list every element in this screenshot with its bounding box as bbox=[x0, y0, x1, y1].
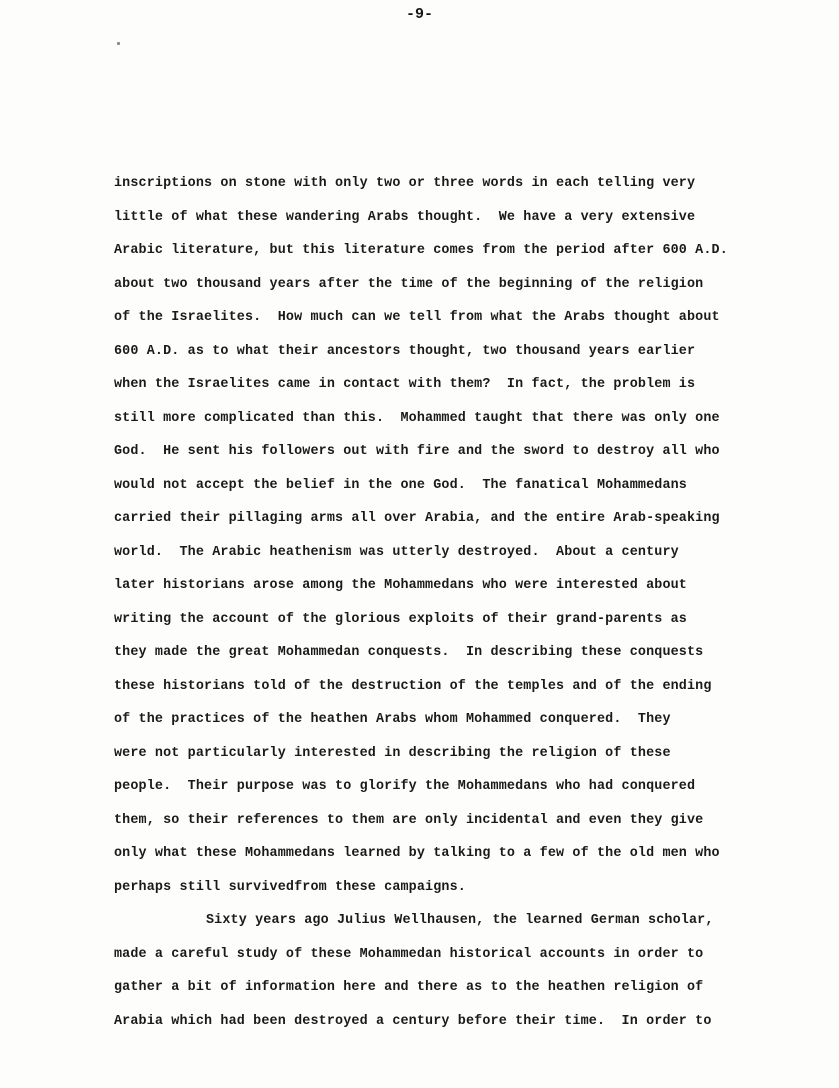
text-line: gather a bit of information here and there as to the heathen religion of bbox=[114, 980, 704, 995]
text-line: world. The Arabic heathenism was utterly destroyed. About a century bbox=[114, 544, 679, 560]
text-line: 600 A.D. as to what their ancestors thought, two thousand years earlier bbox=[114, 343, 696, 359]
text-line: of the practices of the heathen Arabs whom Mohammed conquered. They bbox=[114, 712, 671, 727]
page-number: -9- bbox=[405, 6, 433, 23]
ink-speck bbox=[117, 42, 120, 45]
text-line: only what these Mohammedans learned by talking to a few of the old men who bbox=[114, 846, 720, 861]
text-line: they made the great Mohammedan conquests. In describing these conquests bbox=[114, 645, 704, 660]
paragraph-start-line: Sixty years ago Julius Wellhausen, the learned German scholar, bbox=[206, 913, 714, 928]
text-line: perhaps still survivedfrom these campaigns. bbox=[114, 879, 466, 895]
text-line: God. He sent his followers out with fire and the sword to destroy all who bbox=[114, 444, 720, 459]
text-line: carried their pillaging arms all over Arabia, and the entire Arab-speaking bbox=[114, 511, 720, 526]
text-line: inscriptions on stone with only two or three words in each telling very bbox=[114, 176, 696, 191]
text-line: these historians told of the destruction of the temples and of the ending bbox=[114, 678, 712, 694]
body-text bbox=[114, 171, 754, 1042]
text-line: of the Israelites. How much can we tell from what the Arabs thought about bbox=[114, 310, 720, 325]
text-line: little of what these wandering Arabs thought. We have a very extensive bbox=[114, 209, 696, 225]
text-line: would not accept the belief in the one God. The fanatical Mohammedans bbox=[114, 477, 687, 493]
text-line: writing the account of the glorious exploits of their grand-parents as bbox=[114, 611, 687, 627]
text-line: people. Their purpose was to glorify the Mohammedans who had conquered bbox=[114, 779, 696, 794]
text-line: were not particularly interested in describing the religion of these bbox=[114, 745, 671, 761]
text-line: Arabia which had been destroyed a century before their time. In order to bbox=[114, 1013, 712, 1029]
text-line: when the Israelites came in contact with them? In fact, the problem is bbox=[114, 377, 696, 392]
text-line: them, so their references to them are only incidental and even they give bbox=[114, 812, 704, 828]
text-line: about two thousand years after the time of the beginning of the religion bbox=[114, 276, 704, 292]
text-line: later historians arose among the Mohammedans who were interested about bbox=[114, 578, 687, 593]
text-line: made a careful study of these Mohammedan historical accounts in order to bbox=[114, 946, 704, 962]
text-line: still more complicated than this. Mohammed taught that there was only one bbox=[114, 410, 720, 426]
text-line: Arabic literature, but this literature comes from the period after 600 A.D. bbox=[114, 243, 728, 258]
